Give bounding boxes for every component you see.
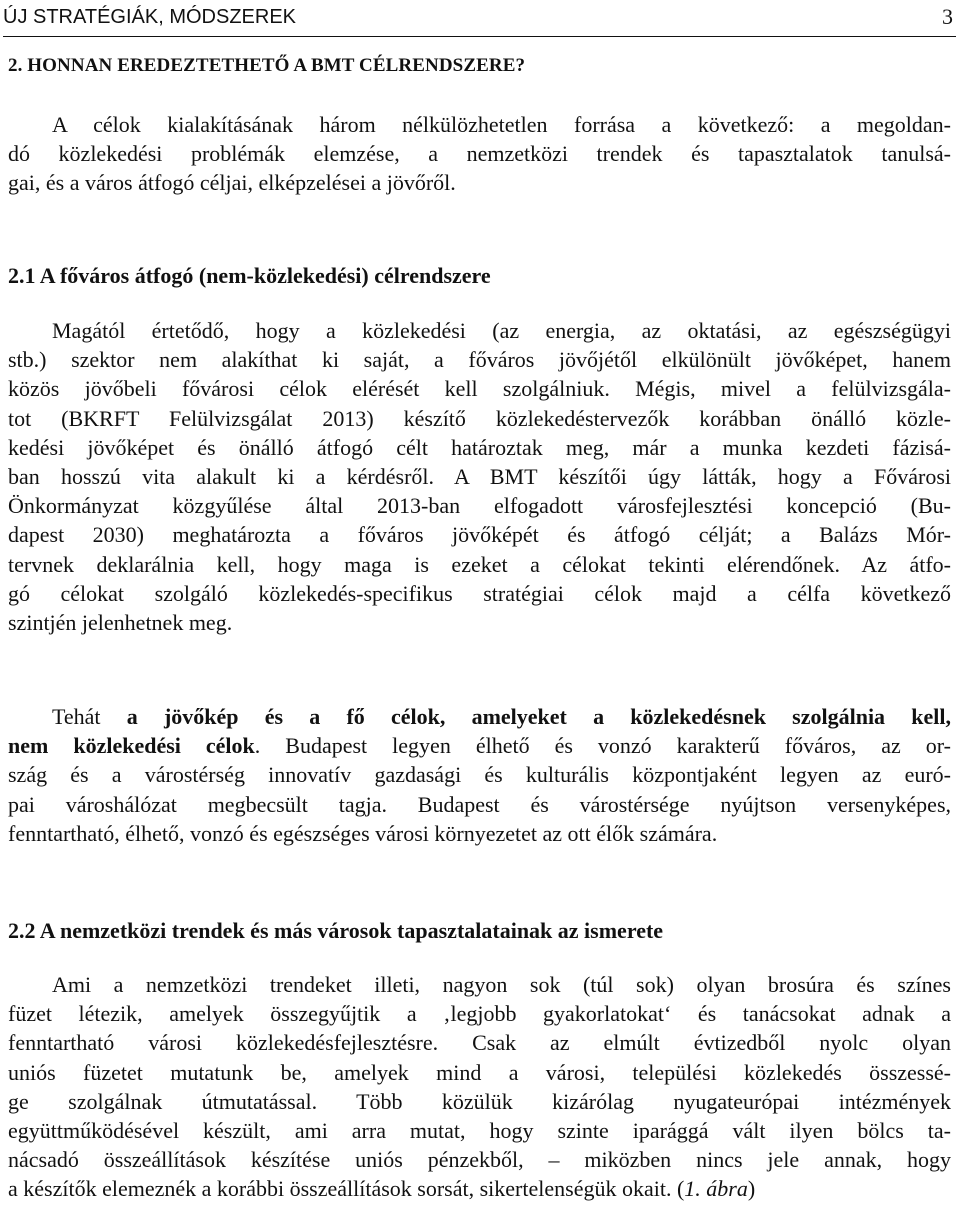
body-line: gó célokat szolgáló közlekedés-specifikus stratégiai célok majd a célfa következő bbox=[8, 580, 951, 606]
body-line: ge szolgálnak útmutatással. Több közülük kizárólag nyugateurópai intézmények bbox=[8, 1088, 951, 1114]
intro-line: gai, és a város átfogó céljai, elképzelései a jövőről. bbox=[8, 170, 456, 196]
subsection-2-1-paragraph-2 bbox=[8, 702, 951, 848]
section-2-title: 2. HONNAN EREDEZTETHETŐ A BMT CÉLRENDSZERE? bbox=[8, 55, 526, 76]
body-line: Önkormányzat közgyűlése által 2013-ban elfogadott városfejlesztési koncepció (Bu- bbox=[8, 493, 951, 519]
body-line: tervnek deklarálnia kell, hogy maga is ezeket a célokat tekinti elérendőnek. Az átfo- bbox=[8, 551, 951, 577]
subsection-2-2-paragraph bbox=[8, 970, 951, 1204]
text-run: . Budapest legyen élhető és vonzó karakterű főváros, az or- bbox=[254, 733, 951, 759]
figure-reference: 1. ábra bbox=[684, 1176, 748, 1202]
subsection-2-1-paragraph bbox=[8, 316, 951, 637]
text-run: ) bbox=[747, 1176, 756, 1202]
body-line bbox=[8, 1174, 951, 1203]
text-run: Tehát bbox=[52, 704, 127, 729]
body-line: tot (BKRFT Felülvizsgálat 2013) készítő közlekedéstervezők korábban önálló közle- bbox=[8, 405, 951, 431]
intro-paragraph bbox=[8, 110, 951, 198]
body-line: Magától értetődő, hogy a közlekedési (az energia, az oktatási, az egészségügyi bbox=[52, 318, 951, 343]
body-line: nácsadó összeállítások készítése uniós pénzekből, – miközben nincs jele annak, hogy bbox=[8, 1147, 951, 1173]
body-line: uniós füzetet mutatunk be, amelyek mind a városi, települési közlekedés összessé- bbox=[8, 1059, 951, 1085]
body-line bbox=[8, 731, 951, 760]
body-line: dapest 2030) meghatározta a főváros jövőképét és átfogó célját; a Balázs Mór- bbox=[8, 522, 951, 548]
body-line: Ami a nemzetközi trendeket illeti, nagyon sok (túl sok) olyan brosúra és színes bbox=[52, 972, 951, 997]
body-line: fenntartható, élhető, vonzó és egészséges városi környezetet az ott élők számára. bbox=[8, 820, 718, 846]
body-line: stb.) szektor nem alakíthat ki saját, a főváros jövőjétől elkülönült jövőképet, hanem bbox=[8, 347, 951, 373]
subsection-2-1-title: 2.1 A főváros átfogó (nem-közlekedési) célrendszere bbox=[8, 263, 491, 288]
body-line: füzet létezik, amelyek összegyűjtik a ‚legjobb gyakorlatokat‘ és tanácsokat adnak a bbox=[8, 1001, 951, 1027]
body-line: közös jövőbeli fővárosi célok elérését kell szolgálniuk. Mégis, mivel a felülvizsgála- bbox=[8, 376, 951, 402]
bold-emphasis: nem közlekedési célok bbox=[8, 733, 255, 759]
body-line: fenntartható városi közlekedésfejlesztésre. Csak az elmúlt évtizedből nyolc olyan bbox=[8, 1030, 951, 1056]
intro-line: dó közlekedési problémák elemzése, a nemzetközi trendek és tapasztalatok tanulsá- bbox=[8, 141, 951, 167]
body-line: együttműködésével készült, ami arra mutat, hogy szinte iparággá vált ilyen bölcs ta- bbox=[8, 1118, 951, 1144]
subsection-2-2-title: 2.2 A nemzetközi trendek és más városok tapasztalatainak az ismerete bbox=[8, 918, 664, 943]
text-run: a készítők elemeznék a korábbi összeállítások sorsát, sikertelenségük okait. ( bbox=[8, 1176, 685, 1202]
running-header bbox=[3, 2, 956, 37]
header-title: ÚJ STRATÉGIÁK, MÓDSZEREK bbox=[3, 6, 296, 28]
body-line: pai városhálózat megbecsült tagja. Budapest és várostérsége nyújtson versenyképes, bbox=[8, 791, 951, 817]
bold-emphasis: a jövőkép és a fő célok, amelyeket a közlekedésnek szolgálnia kell, bbox=[126, 704, 951, 729]
body-line: kedési jövőképet és önálló átfogó célt határoztak meg, már a munka kezdeti fázisá- bbox=[8, 434, 951, 460]
body-line: szintjén jelenhetnek meg. bbox=[8, 610, 233, 636]
intro-line: A célok kialakításának három nélkülözhetetlen forrása a következő: a megoldan- bbox=[52, 112, 951, 137]
body-line: ban hosszú vita alakult ki a kérdésről. A BMT készítői úgy látták, hogy a Fővárosi bbox=[8, 464, 951, 490]
page-number: 3 bbox=[942, 4, 953, 29]
body-line: szág és a várostérség innovatív gazdasági és kulturális központjaként legyen az euró- bbox=[8, 762, 951, 788]
body-line bbox=[8, 702, 951, 731]
